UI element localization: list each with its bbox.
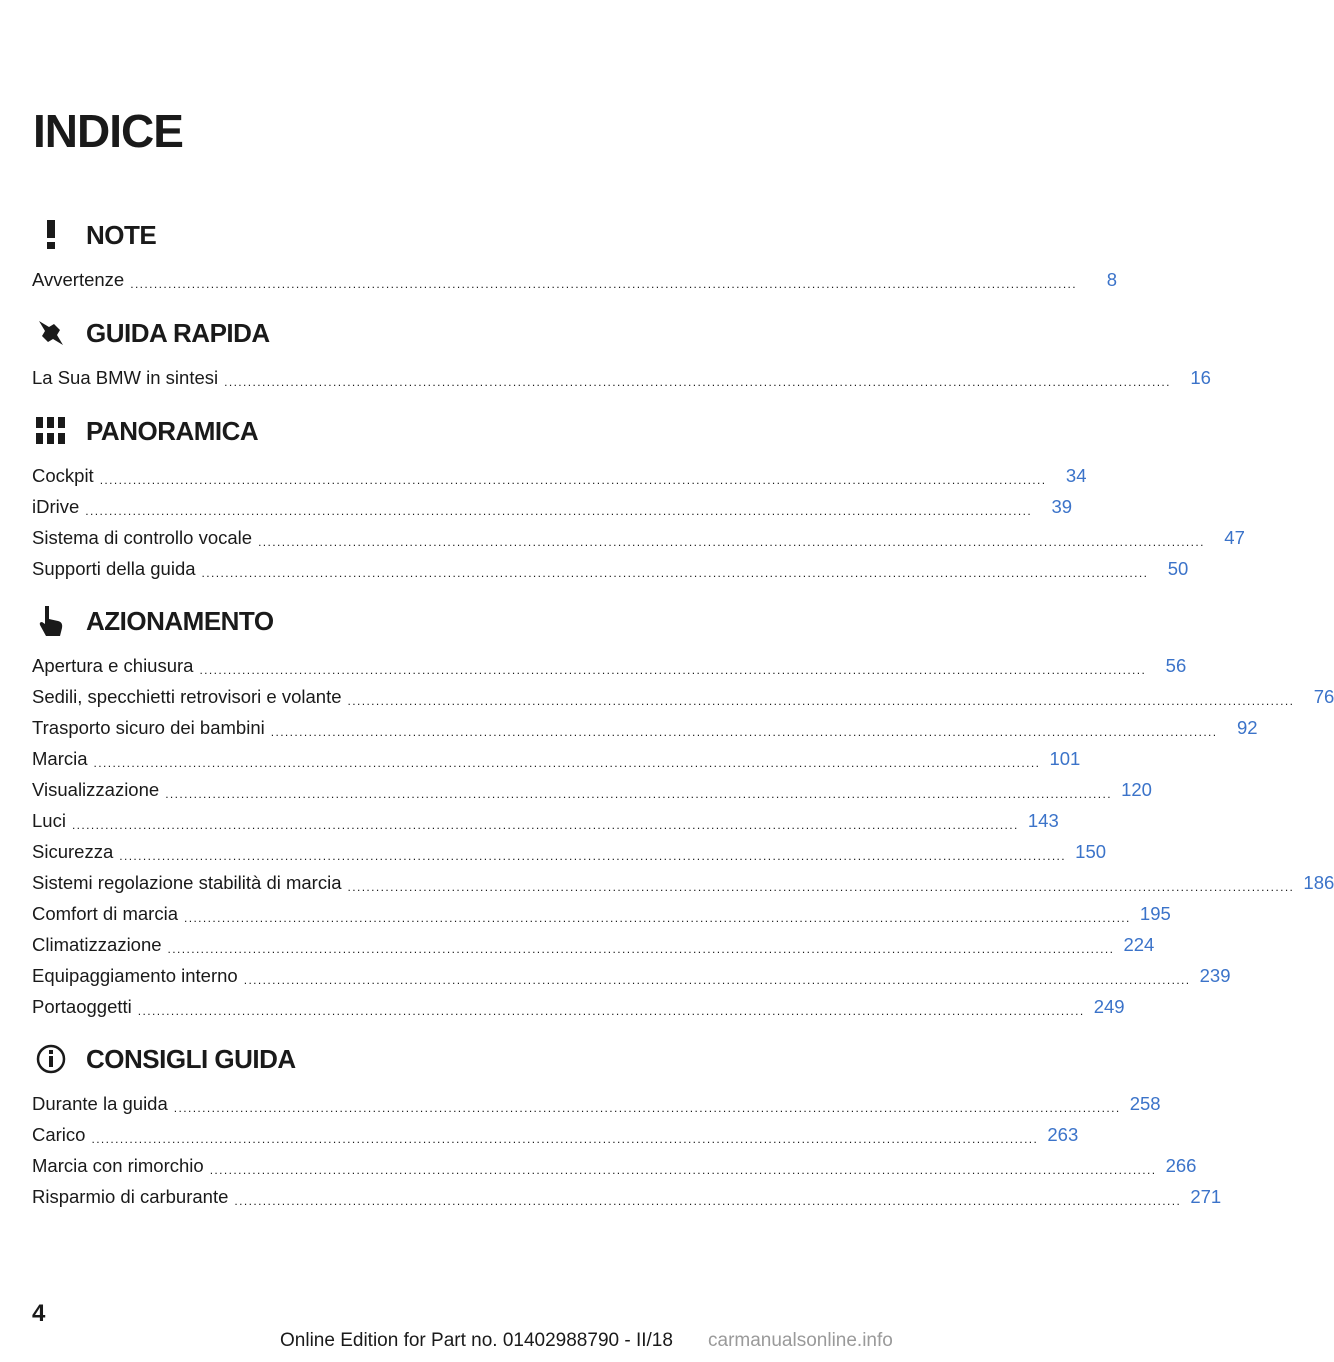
dot-leader: ........................................................................................................................................................................................................ <box>137 1003 1085 1018</box>
toc-entry-page-link[interactable]: 150 <box>1075 840 1107 862</box>
section-panoramica <box>32 414 1245 584</box>
page-title: INDICE <box>33 105 183 157</box>
toc-entry-label: Climatizzazione <box>32 933 162 955</box>
dot-leader: ........................................................................................................................................................................................................ <box>201 565 1149 580</box>
toc-entry[interactable] <box>32 362 1211 393</box>
toc-entry-page-link[interactable]: 186 <box>1303 871 1334 893</box>
dot-leader: ........................................................................................................................................................................................................ <box>119 848 1067 863</box>
dot-leader: ........................................................................................................................................................................................................ <box>183 910 1131 925</box>
toc-entry-page-link[interactable]: 120 <box>1121 778 1152 800</box>
section-note <box>32 218 1118 295</box>
section-guida-rapida <box>32 316 1211 393</box>
toc-entry[interactable] <box>32 991 1125 1022</box>
dot-leader: ........................................................................................................................................................................................................ <box>93 755 1041 770</box>
dot-leader: ........................................................................................................................................................................................................ <box>258 534 1205 549</box>
toc-entry[interactable] <box>32 1119 1079 1150</box>
grid-icon <box>32 414 70 448</box>
toc-entry-page-link[interactable]: 258 <box>1129 1092 1161 1114</box>
page-number: 4 <box>32 1300 46 1327</box>
toc-entry-page-link[interactable]: 76 <box>1313 685 1334 707</box>
dot-leader: ........................................................................................................................................................................................................ <box>71 817 1019 832</box>
entry-list <box>32 362 1211 393</box>
toc-entry-label: Equipaggiamento interno <box>32 964 238 986</box>
toc-entry-page-link[interactable]: 50 <box>1167 557 1189 579</box>
toc-entry[interactable] <box>32 929 1155 960</box>
dot-leader: ........................................................................................................................................................................................................ <box>173 1100 1121 1115</box>
toc-entry-page-link[interactable]: 249 <box>1093 995 1125 1017</box>
toc-entry-label: Supporti della guida <box>32 557 196 579</box>
toc-entry-page-link[interactable]: 39 <box>1051 495 1073 517</box>
dot-leader: ........................................................................................................................................................................................................ <box>270 724 1218 739</box>
toc-entry[interactable] <box>32 774 1152 805</box>
section-title: GUIDA RAPIDA <box>86 317 270 348</box>
toc-entry[interactable] <box>32 522 1245 553</box>
toc-entry-page-link[interactable]: 56 <box>1165 654 1187 676</box>
entry-list <box>32 460 1245 584</box>
toc-entry[interactable] <box>32 1150 1197 1181</box>
toc-entry-label: Sicurezza <box>32 840 114 862</box>
toc-entry-page-link[interactable]: 195 <box>1139 902 1171 924</box>
dot-leader: ........................................................................................................................................................................................................ <box>99 472 1047 487</box>
toc-entry[interactable] <box>32 898 1171 929</box>
section-title: AZIONAMENTO <box>86 605 274 636</box>
section-header <box>32 218 688 252</box>
toc-entry-label: Sistemi regolazione stabilità di marcia <box>32 871 342 893</box>
toc-entry[interactable] <box>32 650 1187 681</box>
toc-entry-label: Comfort di marcia <box>32 902 178 924</box>
toc-entry-page-link[interactable]: 271 <box>1190 1185 1222 1207</box>
dot-leader: ........................................................................................................................................................................................................ <box>91 1131 1039 1146</box>
toc-entry[interactable] <box>32 836 1107 867</box>
toc-entry[interactable] <box>32 1181 1222 1212</box>
toc-entry-page-link[interactable]: 8 <box>1106 268 1118 290</box>
toc-entry-label: Sedili, specchietti retrovisori e volante <box>32 685 342 707</box>
toc-entry-label: Visualizzazione <box>32 778 160 800</box>
toc-entry[interactable] <box>32 264 1118 295</box>
toc-entry-label: Luci <box>32 809 66 831</box>
toc-entry-page-link[interactable]: 143 <box>1027 809 1059 831</box>
toc-entry-page-link[interactable]: 239 <box>1199 964 1231 986</box>
dot-leader: ........................................................................................................................................................................................................ <box>130 276 1078 291</box>
toc-entry[interactable] <box>32 867 1334 898</box>
toc-entry-page-link[interactable]: 101 <box>1049 747 1081 769</box>
section-header <box>32 604 688 638</box>
toc-entry[interactable] <box>32 1088 1161 1119</box>
entry-list <box>32 264 1118 295</box>
toc-entry-label: Portaoggetti <box>32 995 132 1017</box>
entry-list <box>32 650 1334 1022</box>
toc-entry-page-link[interactable]: 266 <box>1165 1154 1197 1176</box>
toc-entry-page-link[interactable]: 263 <box>1047 1123 1079 1145</box>
footer-edition-text: Online Edition for Part no. 01402988790 - II/18 <box>280 1330 673 1351</box>
toc-entry-page-link[interactable]: 92 <box>1236 716 1258 738</box>
toc-entry-label: iDrive <box>32 495 80 517</box>
toc-entry[interactable] <box>32 681 1334 712</box>
dot-leader: ........................................................................................................................................................................................................ <box>234 1193 1182 1208</box>
toc-entry-page-link[interactable]: 224 <box>1123 933 1155 955</box>
section-title: PANORAMICA <box>86 415 259 446</box>
section-header <box>32 316 688 350</box>
section-header <box>32 1042 688 1076</box>
dot-leader: ........................................................................................................................................................................................................ <box>85 503 1033 518</box>
section-title: NOTE <box>86 219 157 250</box>
exclamation-icon <box>32 218 70 252</box>
toc-entry-label: Trasporto sicuro dei bambini <box>32 716 265 738</box>
dot-leader: ........................................................................................................................................................................................................ <box>243 972 1191 987</box>
toc-entry-label: Marcia con rimorchio <box>32 1154 204 1176</box>
toc-entry-label: Cockpit <box>32 464 94 486</box>
toc-entry[interactable] <box>32 553 1189 584</box>
dot-leader: ........................................................................................................................................................................................................ <box>224 374 1171 389</box>
toc-entry[interactable] <box>32 805 1059 836</box>
toc-entry-label: Avvertenze <box>32 268 125 290</box>
toc-entry[interactable] <box>32 960 1231 991</box>
toc-entry[interactable] <box>32 460 1087 491</box>
toc-entry[interactable] <box>32 743 1081 774</box>
section-azionamento <box>32 604 1334 1022</box>
watermark: carmanualsonline.info <box>708 1330 893 1351</box>
toc-entry-page-link[interactable]: 47 <box>1224 526 1245 548</box>
hand-pointer-icon <box>32 604 70 638</box>
dot-leader: ........................................................................................................................................................................................................ <box>199 662 1147 677</box>
toc-entry-label: Risparmio di carburante <box>32 1185 229 1207</box>
info-icon <box>32 1042 70 1076</box>
toc-entry-label: Sistema di controllo vocale <box>32 526 253 548</box>
toc-entry-label: La Sua BMW in sintesi <box>32 366 219 388</box>
pin-icon <box>32 316 70 350</box>
toc-entry-label: Durante la guida <box>32 1092 168 1114</box>
toc-entry-label: Apertura e chiusura <box>32 654 194 676</box>
toc-entry-page-link[interactable]: 34 <box>1065 464 1087 486</box>
dot-leader: ........................................................................................................................................................................................................ <box>347 879 1295 894</box>
entry-list <box>32 1088 1222 1212</box>
dot-leader: ........................................................................................................................................................................................................ <box>167 941 1115 956</box>
toc-entry-label: Marcia <box>32 747 88 769</box>
section-title: CONSIGLI GUIDA <box>86 1043 296 1074</box>
dot-leader: ........................................................................................................................................................................................................ <box>347 693 1295 708</box>
section-header <box>32 414 688 448</box>
toc-entry[interactable] <box>32 491 1073 522</box>
toc-entry[interactable] <box>32 712 1258 743</box>
dot-leader: ........................................................................................................................................................................................................ <box>209 1162 1157 1177</box>
dot-leader: ........................................................................................................................................................................................................ <box>165 786 1112 801</box>
section-consigli-guida <box>32 1042 1222 1212</box>
toc-entry-page-link[interactable]: 16 <box>1190 366 1211 388</box>
toc-entry-label: Carico <box>32 1123 86 1145</box>
